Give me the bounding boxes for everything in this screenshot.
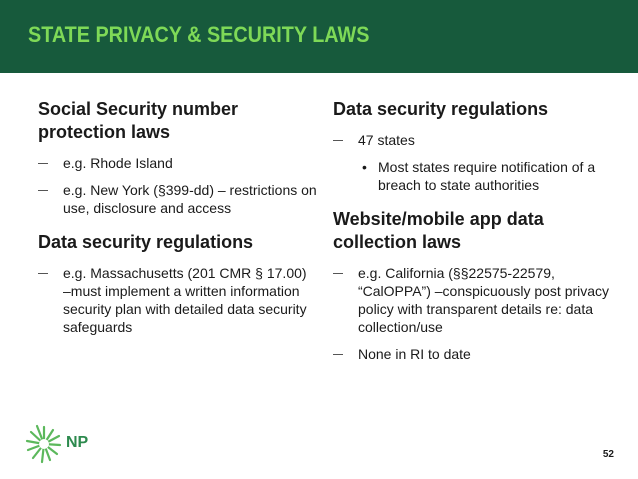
list-item: e.g. New York (§399-dd) – restrictions on use, disclosure and access <box>38 181 318 217</box>
section-heading-website-app: Website/mobile app data collection laws <box>333 209 544 252</box>
dash-bullet-icon <box>38 190 48 191</box>
dot-bullet-icon: • <box>362 159 367 175</box>
dash-bullet-icon <box>333 354 343 355</box>
dash-bullet-icon <box>38 273 48 274</box>
section-heading-data-security-right: Data security regulations <box>333 99 549 119</box>
logo-text: NP <box>66 434 89 451</box>
section-heading-ssn: Social Security number protection laws <box>38 99 239 142</box>
left-column <box>38 98 318 345</box>
section-heading-data-security: Data security regulations <box>38 232 254 252</box>
page-number: 52 <box>602 449 614 460</box>
list-item: 47 states <box>333 131 623 149</box>
list-item: None in RI to date <box>333 345 623 363</box>
sub-list-item: • Most states require notification of a breach to state authorities <box>362 159 596 193</box>
starburst-logo-icon <box>24 421 68 467</box>
dash-bullet-icon <box>333 273 343 274</box>
list-item: e.g. Rhode Island <box>38 154 318 172</box>
header-bar <box>0 0 638 73</box>
right-column <box>333 98 623 372</box>
list-item: e.g. Massachusetts (201 CMR § 17.00) –must implement a written information security plan with detailed data security safeguards <box>38 264 318 336</box>
company-logo <box>24 421 94 467</box>
dash-bullet-icon <box>333 140 343 141</box>
dash-bullet-icon <box>38 163 48 164</box>
page-title: STATE PRIVACY & SECURITY LAWS <box>28 22 370 47</box>
list-item: e.g. California (§§22575-22579, “CalOPPA”) –conspicuously post privacy policy with transparent details re: data collection/use <box>333 264 623 336</box>
